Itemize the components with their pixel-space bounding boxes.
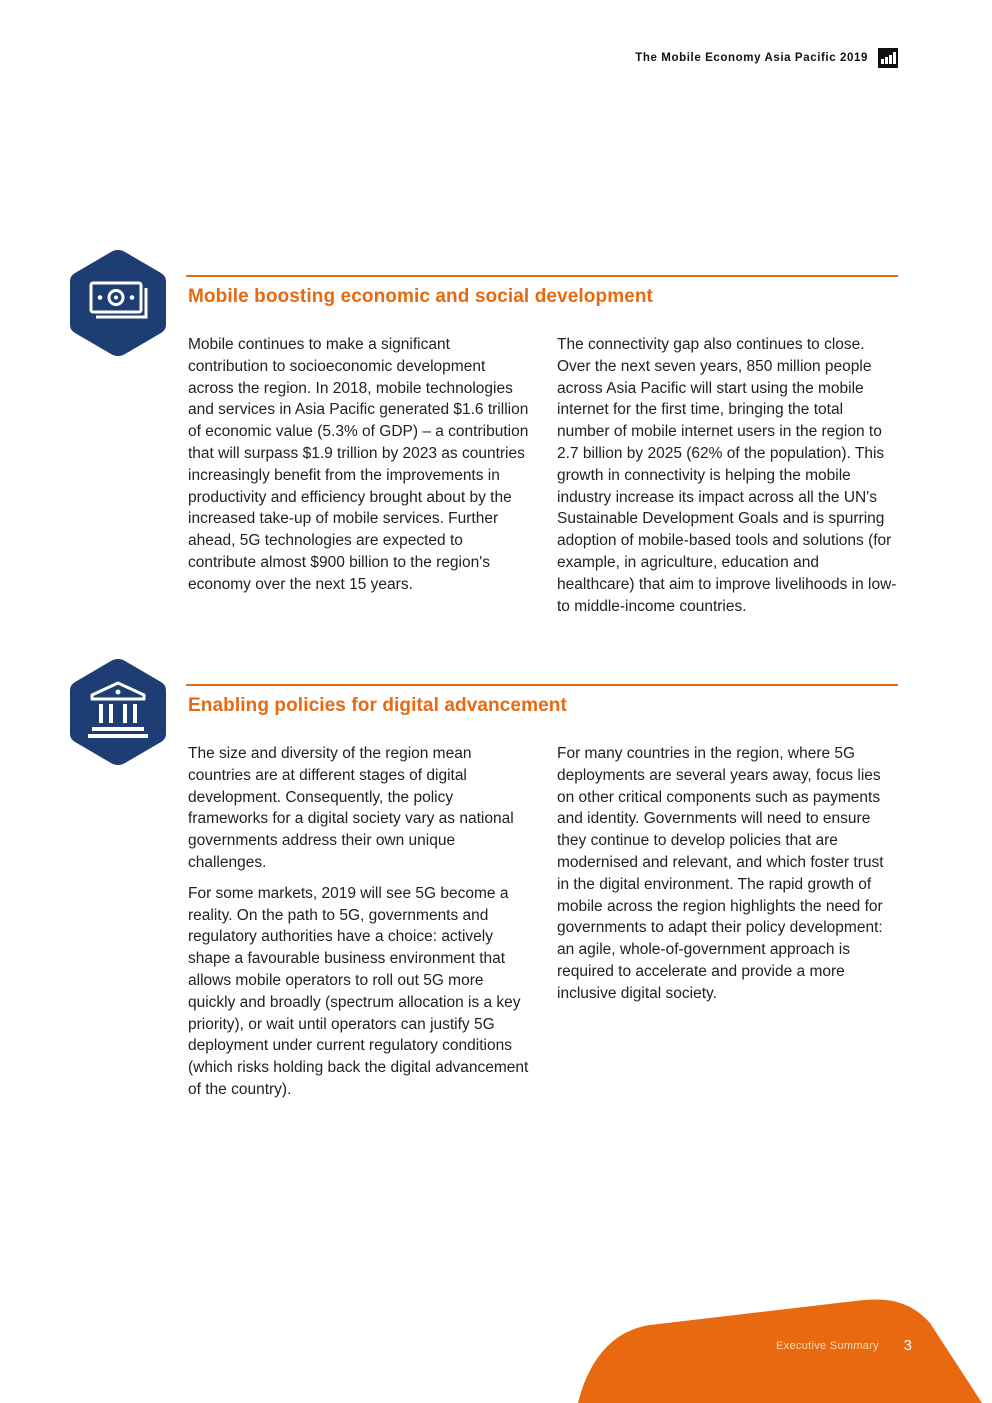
report-title: The Mobile Economy Asia Pacific 2019	[635, 52, 868, 64]
section-title: Enabling policies for digital advancement	[188, 695, 567, 716]
section-title: Mobile boosting economic and social development	[188, 286, 653, 307]
page-number: 3	[903, 1337, 912, 1354]
section-rule	[186, 275, 898, 277]
section-rule	[186, 684, 898, 686]
paragraph: Mobile continues to make a significant contribution to socioeconomic development across the region. In 2018, mobile technologies and services in Asia Pacific generated $1.6 trillion of economic value (5.3% of GDP) – a contribution that will surpass $1.9 trillion by 2023 as countries increasingly benefit from the improvements in productivity and efficiency brought about by the increased take-up of mobile services. Further ahead, 5G technologies are expected to contribute almost $900 billion to the region's economy over the next 15 years.	[188, 336, 529, 593]
report-logo-icon	[878, 48, 898, 68]
government-building-icon	[68, 657, 168, 767]
left-column	[188, 334, 530, 605]
paragraph: The connectivity gap also continues to close. Over the next seven years, 850 million people across Asia Pacific will start using the mobile internet for the first time, bringing the total number of mobile internet users in the region to 2.7 billion by 2025 (62% of the population). This growth in connectivity is helping the mobile industry increase its impact across all the UN's Sustainable Development Goals and is spurring adoption of mobile-based tools and solutions (for example, in agriculture, education and healthcare) that aim to improve livelihoods in low- to middle-income countries.	[557, 336, 897, 615]
paragraph: For some markets, 2019 will see 5G become a reality. On the path to 5G, governments and regulatory authorities have a choice: actively shape a favourable business environment that allows mobile operators to roll out 5G more quickly and broadly (spectrum allocation is a key priority), or wait until operators can justify 5G deployment under current regulatory conditions (which risks holding back the digital advancement of the country).	[188, 884, 529, 1098]
right-column	[557, 334, 899, 626]
money-icon	[68, 248, 168, 358]
page-footer	[0, 1293, 992, 1403]
section-label: Executive Summary	[776, 1340, 879, 1352]
paragraph: For many countries in the region, where 5G deployments are several years away, focus lies on other critical components such as payments and identity. Governments will need to ensure they continue to develop policies that are modernised and relevant, and which foster trust in the digital environment. The rapid growth of mobile across the region highlights the need for governments to adapt their policy development: an agile, whole-of-government approach is required to accelerate and provide a more inclusive digital society.	[557, 745, 884, 1002]
left-column	[188, 743, 530, 1110]
paragraph: The size and diversity of the region mean countries are at different stages of digital development. Consequently, the policy frameworks for a digital society vary as national governments address their own unique challenges.	[188, 745, 514, 871]
running-header	[635, 48, 898, 68]
right-column	[557, 743, 899, 1014]
